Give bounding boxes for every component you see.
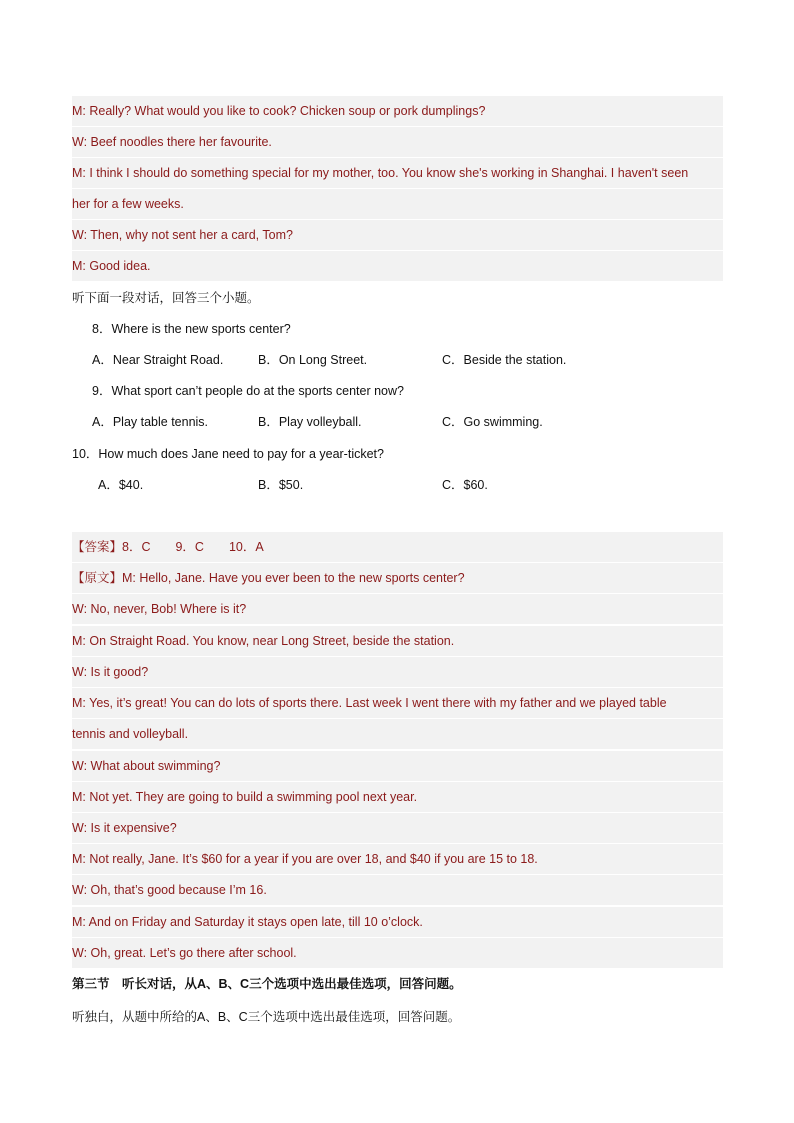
answer-line: 【答案】8．C 9．C 10．A xyxy=(72,532,723,563)
transcript-line: M: I think I should do something special for my mother, too. You know she's working in Shanghai. I haven't seen xyxy=(72,158,723,189)
question-option: C．Beside the station. xyxy=(442,353,567,367)
transcript-line: M: Good idea. xyxy=(72,251,723,282)
question-stem: 10．How much does Jane need to pay for a year-ticket? xyxy=(72,447,384,461)
transcript-line: W: No, never, Bob! Where is it? xyxy=(72,594,723,625)
transcript-line: M: On Straight Road. You know, near Long Street, beside the station. xyxy=(72,626,723,657)
transcript-line: W: What about swimming? xyxy=(72,751,723,782)
transcript-line: 【原文】M: Hello, Jane. Have you ever been to the new sports center? xyxy=(72,563,723,594)
question-option: C．Go swimming. xyxy=(442,415,543,429)
transcript-line: M: Not yet. They are going to build a swimming pool next year. xyxy=(72,782,723,813)
question-stem: 8．Where is the new sports center? xyxy=(92,322,291,336)
transcript-line: M: And on Friday and Saturday it stays open late, till 10 o’clock. xyxy=(72,907,723,938)
instruction-text: 听下面一段对话，回答三个小题。 xyxy=(72,291,260,305)
transcript-line: tennis and volleyball. xyxy=(72,719,723,750)
transcript-line: her for a few weeks. xyxy=(72,189,723,220)
question-option: A．Near Straight Road. xyxy=(92,353,224,367)
transcript-line: W: Oh, that’s good because I’m 16. xyxy=(72,875,723,906)
question-option: A．Play table tennis. xyxy=(92,415,209,429)
transcript-line: W: Oh, great. Let’s go there after school. xyxy=(72,938,723,969)
transcript-line: W: Is it good? xyxy=(72,657,723,688)
transcript-line: W: Then, why not sent her a card, Tom? xyxy=(72,220,723,251)
transcript-line: M: Yes, it’s great! You can do lots of sports there. Last week I went there with my father and we played table xyxy=(72,688,723,719)
question-stem: 9．What sport can’t people do at the sports center now? xyxy=(92,384,404,398)
transcript-line: M: Not really, Jane. It’s $60 for a year if you are over 18, and $40 if you are 15 to 18. xyxy=(72,844,723,875)
question-option: B．On Long Street. xyxy=(258,353,368,367)
question-option: A．$40. xyxy=(98,478,144,492)
question-option: B．Play volleyball. xyxy=(258,415,362,429)
section-instruction: 听独白，从题中所给的A、B、C三个选项中选出最佳选项，回答问题。 xyxy=(72,1010,461,1024)
question-option: C．$60. xyxy=(442,478,488,492)
section-heading: 第三节 听长对话，从A、B、C三个选项中选出最佳选项，回答问题。 xyxy=(72,977,462,991)
transcript-line: W: Beef noodles there her favourite. xyxy=(72,127,723,158)
transcript-line: W: Is it expensive? xyxy=(72,813,723,844)
transcript-line: M: Really? What would you like to cook? Chicken soup or pork dumplings? xyxy=(72,96,723,127)
question-option: B．$50. xyxy=(258,478,304,492)
